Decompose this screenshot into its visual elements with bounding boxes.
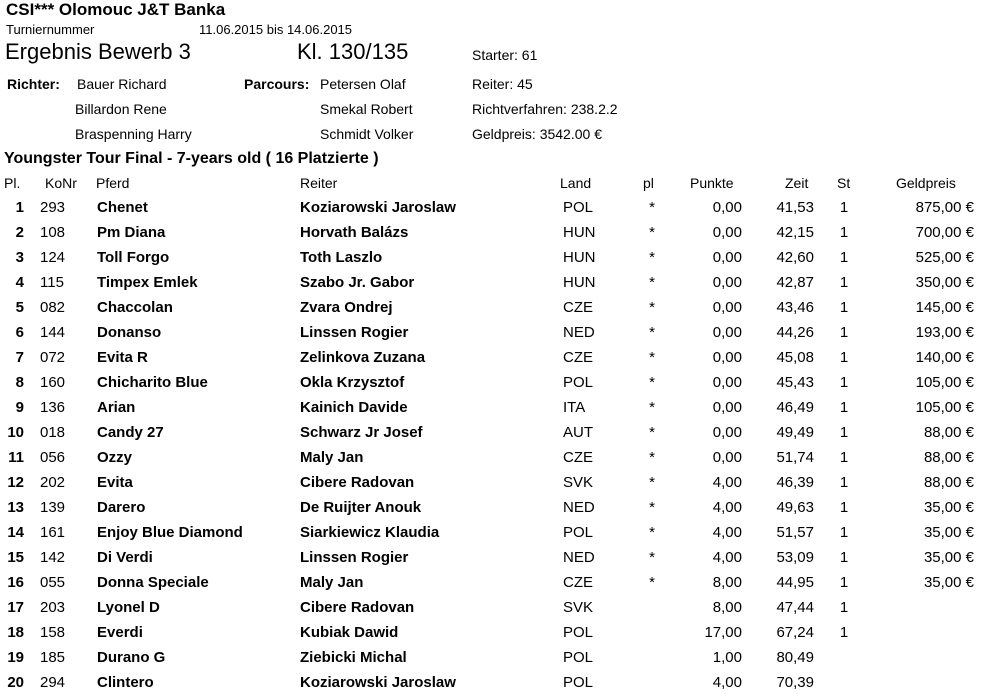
place: 13: [7, 499, 24, 516]
country: CZE: [563, 299, 593, 316]
horse-name: Darero: [97, 499, 146, 516]
column-header-horse: Pferd: [96, 175, 130, 191]
round: 1: [839, 299, 849, 316]
points: 0,00: [712, 299, 742, 316]
time: 49,49: [776, 424, 814, 441]
judges-label: Richter:: [7, 76, 60, 92]
column-header-round: St: [837, 175, 851, 191]
country: POL: [563, 674, 594, 691]
prize-money: 193,00 €: [915, 324, 974, 341]
horse-name: Lyonel D: [97, 599, 160, 616]
placed-mark: *: [649, 274, 655, 291]
placed-mark: *: [649, 499, 655, 516]
points: 8,00: [712, 574, 742, 591]
placed-mark: *: [649, 549, 655, 566]
competitor-number: 055: [40, 574, 66, 591]
place: 5: [15, 299, 24, 316]
competitor-number: 293: [40, 199, 66, 216]
rider-name: Zvara Ondrej: [300, 299, 393, 316]
rider-name: Koziarowski Jaroslaw: [300, 199, 456, 216]
placed-mark: *: [649, 349, 655, 366]
place: 7: [15, 349, 24, 366]
rider-name: Zelinkova Zuzana: [300, 349, 426, 366]
horse-name: Donna Speciale: [97, 574, 209, 591]
country: HUN: [563, 224, 596, 241]
time: 42,15: [776, 224, 814, 241]
points: 4,00: [712, 524, 742, 541]
riders-count: Reiter: 45: [472, 76, 533, 92]
round: 1: [839, 274, 849, 291]
column-header-rider: Reiter: [300, 175, 338, 191]
round: 1: [839, 549, 849, 566]
competition-title: Ergebnis Bewerb 3: [5, 39, 191, 64]
country: NED: [563, 549, 595, 566]
judging-procedure: Richtverfahren: 238.2.2: [472, 101, 618, 117]
course-label: Parcours:: [244, 76, 310, 92]
horse-name: Timpex Emlek: [97, 274, 198, 291]
points: 0,00: [712, 349, 742, 366]
round: 1: [839, 324, 849, 341]
prize-money: 525,00 €: [915, 249, 974, 266]
horse-name: Ozzy: [97, 449, 133, 466]
horse-name: Pm Diana: [97, 224, 166, 241]
table-row: [0, 574, 996, 599]
competitor-number: 160: [40, 374, 66, 391]
horse-name: Enjoy Blue Diamond: [97, 524, 243, 541]
competitor-number: 185: [40, 649, 66, 666]
competitor-number: 294: [40, 674, 66, 691]
time: 41,53: [776, 199, 814, 216]
prize-money: 35,00 €: [923, 574, 974, 591]
round: 1: [839, 599, 849, 616]
rider-name: Ziebicki Michal: [300, 649, 407, 666]
rider-name: Toth Laszlo: [300, 249, 383, 266]
time: 44,95: [776, 574, 814, 591]
placed-mark: *: [649, 424, 655, 441]
course-designer-name: Smekal Robert: [320, 101, 413, 117]
column-header-points: Punkte: [690, 175, 734, 191]
time: 42,87: [776, 274, 814, 291]
time: 53,09: [776, 549, 814, 566]
horse-name: Di Verdi: [97, 549, 153, 566]
time: 44,26: [776, 324, 814, 341]
placed-mark: *: [649, 524, 655, 541]
points: 4,00: [712, 549, 742, 566]
prize-money: 700,00 €: [915, 224, 974, 241]
round: 1: [839, 574, 849, 591]
competitor-number: 203: [40, 599, 66, 616]
table-row: [0, 299, 996, 324]
place: 20: [7, 674, 24, 691]
competitor-number: 202: [40, 474, 66, 491]
table-row: [0, 349, 996, 374]
place: 16: [7, 574, 24, 591]
rider-name: Maly Jan: [300, 449, 364, 466]
points: 0,00: [712, 274, 742, 291]
place: 11: [8, 449, 24, 466]
table-row: [0, 324, 996, 349]
rider-name: De Ruijter Anouk: [300, 499, 422, 516]
competitor-number: 136: [40, 399, 66, 416]
rider-name: Cibere Radovan: [300, 474, 415, 491]
round: 1: [839, 224, 849, 241]
round: 1: [839, 449, 849, 466]
judge-name: Billardon Rene: [75, 101, 167, 117]
table-row: [0, 549, 996, 574]
points: 17,00: [704, 624, 742, 641]
points: 4,00: [712, 499, 742, 516]
country: POL: [563, 624, 594, 641]
country: HUN: [563, 274, 596, 291]
round: 1: [839, 399, 849, 416]
table-row: [0, 599, 996, 624]
competitor-number: 072: [40, 349, 66, 366]
prize-money: 105,00 €: [915, 374, 974, 391]
table-row: [0, 274, 996, 299]
rider-name: Szabo Jr. Gabor: [300, 274, 415, 291]
rider-name: Schwarz Jr Josef: [300, 424, 423, 441]
country: ITA: [563, 399, 586, 416]
time: 49,63: [776, 499, 814, 516]
round: 1: [839, 424, 849, 441]
starter-count: Starter: 61: [472, 47, 538, 63]
country: AUT: [563, 424, 593, 441]
horse-name: Arian: [97, 399, 136, 416]
points: 0,00: [712, 199, 742, 216]
round: 1: [839, 199, 849, 216]
place: 17: [7, 599, 24, 616]
time: 46,39: [776, 474, 814, 491]
place: 10: [7, 424, 24, 441]
points: 0,00: [712, 424, 742, 441]
time: 80,49: [776, 649, 814, 666]
time: 45,43: [776, 374, 814, 391]
table-row: [0, 524, 996, 549]
place: 9: [15, 399, 24, 416]
judge-name: Braspenning Harry: [75, 126, 192, 142]
points: 1,00: [712, 649, 742, 666]
competitor-number: 142: [40, 549, 66, 566]
horse-name: Chaccolan: [97, 299, 173, 316]
horse-name: Candy 27: [97, 424, 164, 441]
placed-mark: *: [649, 574, 655, 591]
round: 1: [839, 524, 849, 541]
horse-name: Clintero: [97, 674, 154, 691]
time: 51,74: [776, 449, 814, 466]
horse-name: Everdi: [97, 624, 143, 641]
prize-money: 875,00 €: [915, 199, 974, 216]
course-designer-name: Petersen Olaf: [320, 76, 406, 92]
place: 6: [15, 324, 24, 341]
horse-name: Chicharito Blue: [97, 374, 208, 391]
prize-money: 145,00 €: [915, 299, 974, 316]
country: CZE: [563, 449, 593, 466]
table-row: [0, 649, 996, 674]
points: 0,00: [712, 374, 742, 391]
time: 42,60: [776, 249, 814, 266]
section-title: Youngster Tour Final - 7-years old ( 16 Platzierte ): [4, 150, 379, 167]
horse-name: Toll Forgo: [97, 249, 170, 266]
placed-mark: *: [649, 449, 655, 466]
horse-name: Durano G: [97, 649, 166, 666]
competitor-number: 018: [40, 424, 66, 441]
table-row: [0, 449, 996, 474]
rider-name: Horvath Balázs: [300, 224, 409, 241]
prize-money: 88,00 €: [923, 449, 974, 466]
time: 45,08: [776, 349, 814, 366]
place: 15: [7, 549, 24, 566]
points: 0,00: [712, 324, 742, 341]
table-row: [0, 424, 996, 449]
column-header-placed: pl: [643, 175, 654, 191]
rider-name: Okla Krzysztof: [300, 374, 405, 391]
competitor-number: 082: [40, 299, 66, 316]
rider-name: Siarkiewicz Klaudia: [300, 524, 440, 541]
table-row: [0, 399, 996, 424]
rider-name: Kainich Davide: [300, 399, 408, 416]
placed-mark: *: [649, 399, 655, 416]
place: 18: [7, 624, 24, 641]
horse-name: Evita R: [97, 349, 148, 366]
country: CZE: [563, 349, 593, 366]
rider-name: Koziarowski Jaroslaw: [300, 674, 456, 691]
horse-name: Chenet: [97, 199, 148, 216]
country: HUN: [563, 249, 596, 266]
event-title: CSI*** Olomouc J&T Banka: [6, 0, 226, 19]
prize-money: 35,00 €: [923, 524, 974, 541]
rider-name: Kubiak Dawid: [300, 624, 399, 641]
prize-money-total: Geldpreis: 3542.00 €: [472, 126, 602, 142]
place: 1: [15, 199, 24, 216]
rider-name: Maly Jan: [300, 574, 364, 591]
tournament-number-label: Turniernummer: [6, 22, 95, 37]
table-row: [0, 249, 996, 274]
column-header-country: Land: [560, 175, 592, 191]
column-header-place: Pl.: [4, 175, 21, 191]
round: 1: [839, 474, 849, 491]
points: 8,00: [712, 599, 742, 616]
rider-name: Cibere Radovan: [300, 599, 415, 616]
competitor-number: 115: [40, 274, 64, 291]
placed-mark: *: [649, 224, 655, 241]
points: 0,00: [712, 449, 742, 466]
judge-name: Bauer Richard: [77, 76, 167, 92]
table-row: [0, 624, 996, 649]
points: 0,00: [712, 224, 742, 241]
round: 1: [839, 624, 849, 641]
points: 4,00: [712, 674, 742, 691]
place: 3: [15, 249, 24, 266]
horse-name: Evita: [97, 474, 133, 491]
round: 1: [839, 349, 849, 366]
prize-money: 88,00 €: [923, 474, 974, 491]
placed-mark: *: [649, 299, 655, 316]
country: POL: [563, 374, 594, 391]
table-row: [0, 474, 996, 499]
horse-name: Donanso: [97, 324, 162, 341]
competitor-number: 139: [40, 499, 66, 516]
place: 12: [7, 474, 24, 491]
place: 2: [15, 224, 24, 241]
competitor-number: 124: [40, 249, 66, 266]
rider-name: Linssen Rogier: [300, 549, 409, 566]
time: 51,57: [776, 524, 814, 541]
place: 8: [15, 374, 24, 391]
placed-mark: *: [649, 199, 655, 216]
round: 1: [839, 249, 849, 266]
country: POL: [563, 199, 594, 216]
country: SVK: [563, 474, 594, 491]
time: 43,46: [776, 299, 814, 316]
country: NED: [563, 499, 595, 516]
table-row: [0, 674, 996, 699]
column-header-time: Zeit: [785, 175, 809, 191]
time: 46,49: [776, 399, 814, 416]
time: 67,24: [776, 624, 814, 641]
prize-money: 35,00 €: [923, 499, 974, 516]
placed-mark: *: [649, 374, 655, 391]
rider-name: Linssen Rogier: [300, 324, 409, 341]
prize-money: 350,00 €: [915, 274, 974, 291]
competitor-number: 056: [40, 449, 66, 466]
competitor-number: 158: [40, 624, 66, 641]
placed-mark: *: [649, 324, 655, 341]
date-range: 11.06.2015 bis 14.06.2015: [199, 22, 353, 37]
round: 1: [839, 374, 849, 391]
column-header-konr: KoNr: [45, 175, 77, 191]
country: SVK: [563, 599, 594, 616]
country: POL: [563, 524, 594, 541]
course-designer-name: Schmidt Volker: [320, 126, 414, 142]
time: 70,39: [776, 674, 814, 691]
points: 0,00: [712, 399, 742, 416]
country: CZE: [563, 574, 593, 591]
prize-money: 35,00 €: [923, 549, 974, 566]
class-label: Kl. 130/135: [297, 39, 409, 64]
table-row: [0, 499, 996, 524]
country: POL: [563, 649, 594, 666]
table-row: [0, 199, 996, 224]
round: 1: [839, 499, 849, 516]
prize-money: 88,00 €: [923, 424, 974, 441]
place: 4: [15, 274, 24, 291]
competitor-number: 144: [40, 324, 66, 341]
points: 4,00: [712, 474, 742, 491]
placed-mark: *: [649, 474, 655, 491]
column-header-prize: Geldpreis: [896, 175, 956, 191]
competitor-number: 161: [40, 524, 66, 541]
country: NED: [563, 324, 595, 341]
table-row: [0, 224, 996, 249]
prize-money: 105,00 €: [915, 399, 974, 416]
time: 47,44: [776, 599, 814, 616]
place: 19: [7, 649, 24, 666]
placed-mark: *: [649, 249, 655, 266]
table-row: [0, 374, 996, 399]
place: 14: [7, 524, 24, 541]
points: 0,00: [712, 249, 742, 266]
competitor-number: 108: [40, 224, 66, 241]
prize-money: 140,00 €: [915, 349, 974, 366]
